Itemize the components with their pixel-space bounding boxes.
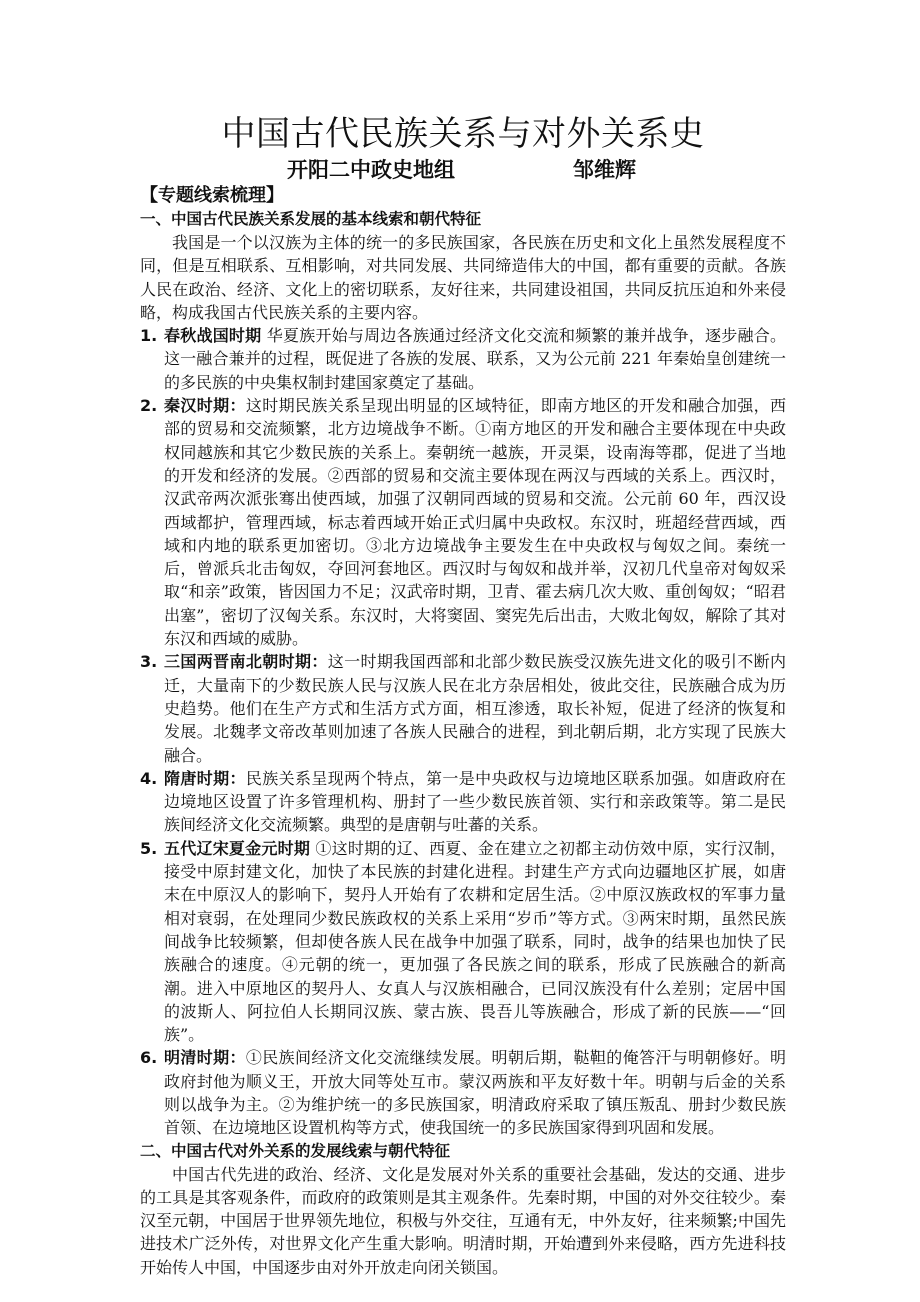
item-number: 5. [140, 838, 158, 858]
item-lead: 三国两晋南北朝时期： [164, 652, 328, 672]
item-number: 4. [140, 768, 158, 788]
item-lead: 隋唐时期： [164, 768, 246, 788]
part1-heading: 一、中国古代民族关系发展的基本线索和朝代特征 [140, 210, 482, 228]
section-tag: 【专题线索梳理】 [140, 185, 284, 206]
item-text: ①这时期的辽、西夏、金在建立之初都主动仿效中原，实行汉制，接受中原封建文化，加快了本民族的封建化进程。封建生产方式向边疆地区扩展，如唐末在中原汉人的影响下，契丹人开始有了农耕和定居生活。②中原汉族政权的军事力量相对衰弱，在处理同少数民族政权的关系上采用“岁币”等方式。③两宋时期，虽然民族间战争比较频繁，但却使各族人民在战争中加强了联系，同时，战争的结果也加快了民族融合的速度。④元朝的统一，更加强了各民族之间的联系，形成了民族融合的新高潮。进入中原地区的契丹人、女真人与汉族相融合，已同汉族没有什么差别；定居中国的波斯人、阿拉伯人长期同汉族、蒙古族、畏吾儿等族融合，形成了新的民族——“回族”。 [164, 838, 786, 1045]
document-title: 中国古代民族关系与对外关系史 [221, 114, 705, 154]
list-item [140, 324, 786, 394]
list-item [140, 1046, 786, 1139]
item-number: 6. [140, 1048, 158, 1068]
item-lead: 春秋战国时期 [164, 326, 262, 346]
part2-intro: 中国古代先进的政治、经济、文化是发展对外关系的重要社会基础，发达的交通、进步的工具是其客观条件，而政府的政策则是其主观条件。先秦时期，中国的对外交往较少。秦汉至元朝，中国居于世界领先地位，积极与外交往，互通有无，中外友好，往来频繁;中国先进技术广泛外传，对世界文化产生重大影响。明清时期，开始遭到外来侵略，西方先进科技开始传人中国，中国逐步由对外开放走向闭关锁国。 [140, 1164, 786, 1277]
item-text: ①民族间经济文化交流继续发展。明朝后期，鞑靼的俺答汗与明朝修好。明政府封他为顺义王，开放大同等处互市。蒙汉两族和平友好数十年。明朝与后金的关系则以战争为主。②为维护统一的多民族国家，明清政府采取了镇压叛乱、册封少数民族首领、在边境地区设置机构等方式，使我国统一的多民族国家得到巩固和发展。 [164, 1048, 786, 1138]
item-number: 1. [140, 326, 158, 346]
list-item [140, 767, 786, 837]
item-text: 民族关系呈现两个特点，第一是中央政权与边境地区联系加强。如唐政府在边境地区设置了许多管理机构、册封了一些少数民族首领、实行和亲政策等。第二是民族间经济文化交流频繁。典型的是唐朝与吐蕃的关系。 [164, 768, 786, 835]
author-name: 邹维辉 [573, 158, 636, 182]
part1-intro: 我国是一个以汉族为主体的统一的多民族国家，各民族在历史和文化上虽然发展程度不同，但是互相联系、互相影响，对共同发展、共同缔造伟大的中国，都有重要的贡献。各族人民在政治、经济、文化上的密切联系，友好往来，共同建设祖国，共同反抗压迫和外来侵略，构成我国古代民族关系的主要内容。 [140, 233, 786, 322]
item-number: 3. [140, 652, 158, 672]
document-page [140, 112, 786, 1279]
item-text: 这时期民族关系呈现出明显的区域特征，即南方地区的开发和融合加强，西部的贸易和交流频繁，北方边境战争不断。①南方地区的开发和融合主要体现在中央政权同越族和其它少数民族的关系上。秦朝统一越族，开灵渠，设南海等郡，促进了当地的开发和经济的发展。②西部的贸易和交流主要体现在两汉与西域的关系上。西汉时，汉武帝两次派张骞出使西域，加强了汉朝同西域的贸易和交流。公元前 60 年，西汉设西域都护，管理西域，标志着西域开始正式归属中央政权。东汉时，班超经营西域，西域和内地的联系更加密切。③北方边境战争主要发生在中央政权与匈奴之间。秦统一后，曾派兵北击匈奴，夺回河套地区。西汉时与匈奴和战并举，汉初几代皇帝对匈奴采取“和亲”政策，皆因国力不足；汉武帝时期，卫青、霍去病几次大败、重创匈奴；“昭君出塞”，密切了汉匈关系。东汉时，大将窦固、窦宪先后出击，大败北匈奴，解除了其对东汉和西域的威胁。 [164, 396, 786, 649]
item-lead: 秦汉时期： [164, 396, 246, 416]
list-item [140, 650, 786, 766]
school-name: 开阳二中政史地组 [287, 158, 455, 182]
item-lead: 五代辽宋夏金元时期 [164, 838, 311, 858]
part2-heading: 二、中国古代对外关系的发展线索与朝代特征 [140, 1141, 451, 1160]
list-item [140, 837, 786, 1047]
list-item [140, 394, 786, 650]
item-text: 这一时期我国西部和北部少数民族受汉族先进文化的吸引不断内迁，大量南下的少数民族人民与汉族人民在北方杂居相处，彼此交往，民族融合成为历史趋势。他们在生产方式和生活方式方面，相互渗透，取长补短，促进了经济的恢复和发展。北魏孝文帝改革则加速了各族人民融合的进程，到北朝后期，北方实现了民族大融合。 [164, 652, 786, 765]
item-text: 华夏族开始与周边各族通过经济文化交流和频繁的兼并战争，逐步融合。这一融合兼并的过程，既促进了各族的发展、联系，又为公元前 221 年秦始皇创建统一的多民族的中央集权制封建国家奠定了基础。 [164, 326, 786, 392]
item-lead: 明清时期： [164, 1048, 246, 1068]
item-number: 2. [140, 396, 158, 416]
byline [140, 156, 786, 184]
